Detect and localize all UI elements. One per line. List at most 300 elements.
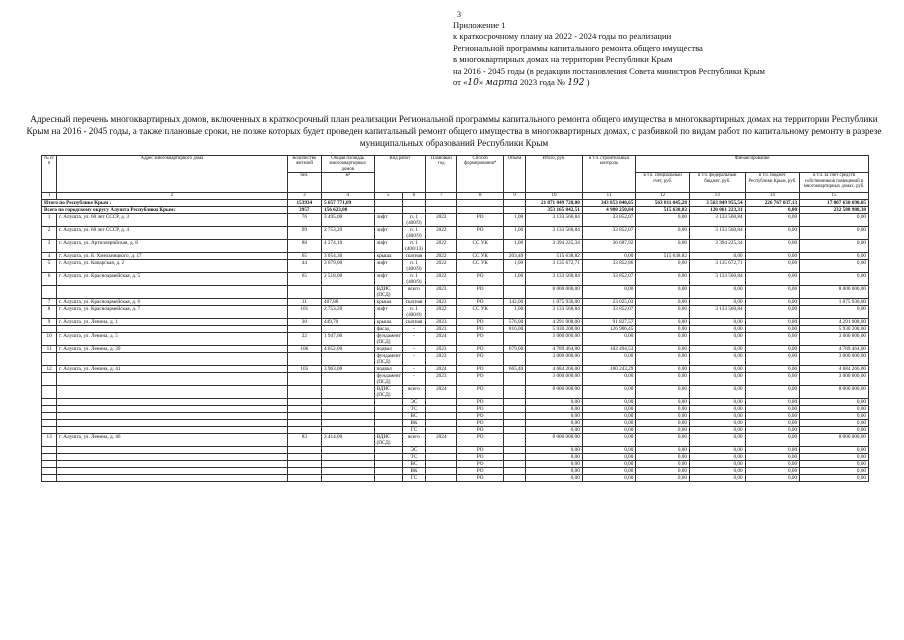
row-control: 0,00 — [582, 406, 636, 413]
row-control: 33 852,07 — [582, 227, 636, 240]
header-area: Общая площадь многоквартирных домов — [322, 156, 375, 173]
total-fin-republic: 226 767 037,13 — [745, 200, 800, 207]
col-number: 15 — [800, 193, 869, 200]
header-method: Способ формирования* — [457, 156, 504, 193]
row-year — [426, 427, 457, 434]
row-work-type — [374, 475, 402, 482]
col-number: 2 — [57, 193, 287, 200]
row-work-subtype: ЭС — [402, 447, 425, 454]
row-fin-republic: 0,00 — [745, 240, 800, 253]
col-number: 5 — [374, 193, 402, 200]
row-method: РО — [457, 420, 504, 427]
row-address — [57, 373, 287, 386]
row-work-type: фундамент (ПСД) — [374, 333, 402, 346]
row-work-type: фасад — [374, 326, 402, 333]
row-year — [426, 461, 457, 468]
row-work-subtype: - — [402, 353, 425, 366]
row-number: 13 — [42, 434, 57, 447]
row-volume: 1,00 — [503, 260, 525, 273]
header-fin-federal: в т.ч. федеральный бюджет, руб. — [689, 173, 745, 193]
row-address: г. Алушта, ул. Ленина, д. 1 — [57, 319, 287, 326]
row-number: 1 — [42, 214, 57, 227]
row-year — [426, 468, 457, 475]
row-area: 2 518,00 — [322, 273, 375, 286]
row-fin-special: 0,00 — [636, 273, 690, 286]
row-total: 1 075 936,00 — [526, 299, 583, 306]
total-republic-row — [42, 200, 869, 207]
row-area — [322, 406, 375, 413]
row-work-subtype: ГС — [402, 427, 425, 434]
total-label: Итого по Республике Крым : — [42, 200, 288, 207]
row-fin-special: 0,00 — [636, 413, 690, 420]
row-area: 407,88 — [322, 299, 375, 306]
row-address — [57, 468, 287, 475]
row-work-subtype: - — [402, 326, 425, 333]
row-total: 3 135 672,71 — [526, 260, 583, 273]
row-fin-federal: 0,00 — [689, 386, 745, 399]
row-total: 3 394 225,34 — [526, 240, 583, 253]
row-area — [322, 373, 375, 386]
row-fin-special: 0,00 — [636, 346, 690, 353]
row-residents — [287, 353, 321, 366]
row-fin-federal: 3 133 560,84 — [689, 306, 745, 319]
row-fin-republic: 0,00 — [745, 333, 800, 346]
row-year: 2024 — [426, 333, 457, 346]
row-fin-republic: 0,00 — [745, 413, 800, 420]
row-number — [42, 468, 57, 475]
row-work-subtype: п. 1 (400/9) — [402, 273, 425, 286]
col-number: 9 — [503, 193, 525, 200]
row-address: г. Алушта, ул. Ленина, д. 5 — [57, 333, 287, 346]
row-year — [426, 475, 457, 482]
document-title: Адресный перечень многоквартирных домов, включенных в краткосрочный план реализации Региональной программы капитального ремонта общего имущества в многоквартирных домах на территории Республики Крым на 2016 - 2045 годы, а также плановые сроки, не позже которых будет проведен капитальный ремонт общего имущества в многоквартирных домах, с разбивкой по видам работ по капитальному ремонту в разрезе муниципальных образований Республики Крым — [26, 114, 882, 148]
row-address — [57, 353, 287, 366]
date-month-handwritten: марта — [485, 78, 518, 89]
row-control: 0,00 — [582, 475, 636, 482]
row-volume — [503, 353, 525, 366]
table-row — [42, 373, 869, 386]
row-fin-federal: 0,00 — [689, 447, 745, 454]
row-work-subtype: ТС — [402, 406, 425, 413]
row-fin-republic: 0,00 — [745, 434, 800, 447]
row-volume: 1,00 — [503, 227, 525, 240]
row-number — [42, 447, 57, 454]
row-address: г. Алушта, ул. Ленина, д. 46 — [57, 434, 287, 447]
row-control: 0,00 — [582, 333, 636, 346]
row-total: 0,00 — [526, 461, 583, 468]
row-fin-special: 0,00 — [636, 475, 690, 482]
row-work-type — [374, 454, 402, 461]
row-fin-owners: 8 000 000,00 — [800, 286, 869, 299]
header-fin-special: в т.ч. специальный счет, руб. — [636, 173, 690, 193]
row-area: 3 963,00 — [322, 366, 375, 373]
row-area — [322, 286, 375, 299]
row-work-type: лифт — [374, 260, 402, 273]
row-work-subtype: скатная — [402, 299, 425, 306]
row-fin-republic: 0,00 — [745, 468, 800, 475]
row-volume: 1,00 — [503, 306, 525, 319]
row-total: 3 133 560,84 — [526, 273, 583, 286]
row-fin-federal: 0,00 — [689, 434, 745, 447]
row-fin-federal: 0,00 — [689, 253, 745, 260]
row-address — [57, 427, 287, 434]
row-fin-federal: 3 133 560,84 — [689, 273, 745, 286]
row-fin-owners: 0,00 — [800, 227, 869, 240]
row-number — [42, 373, 57, 386]
row-control: 0,00 — [582, 427, 636, 434]
row-method: РО — [457, 454, 504, 461]
row-total: 0,00 — [526, 413, 583, 420]
row-number — [42, 399, 57, 406]
row-fin-republic: 0,00 — [745, 319, 800, 326]
row-residents — [287, 413, 321, 420]
decree-number-handwritten: 192 — [567, 78, 585, 89]
row-volume: 1,00 — [503, 240, 525, 253]
table-row — [42, 420, 869, 427]
city-sum: 353 165 842,51 — [526, 207, 583, 214]
row-control: 33 852,07 — [582, 273, 636, 286]
table-row — [42, 333, 869, 346]
table-row — [42, 475, 869, 482]
row-fin-special: 0,00 — [636, 386, 690, 399]
row-volume — [503, 286, 525, 299]
row-fin-owners: 8 000 000,00 — [800, 386, 869, 399]
row-area — [322, 326, 375, 333]
row-address: г. Алушта, ул. Красноармейская, д. 7 — [57, 306, 287, 319]
header-financing: Финансирование — [636, 156, 869, 173]
row-fin-republic: 0,00 — [745, 406, 800, 413]
row-number — [42, 353, 57, 366]
table-row — [42, 346, 869, 353]
row-address — [57, 461, 287, 468]
row-area: 2 753,20 — [322, 306, 375, 319]
header-work: Вид работ — [374, 156, 426, 193]
row-volume — [503, 468, 525, 475]
row-work-subtype: скатная — [402, 319, 425, 326]
row-work-type — [374, 427, 402, 434]
row-work-type: фундамент (ПСД) — [374, 353, 402, 366]
row-method: РО — [457, 273, 504, 286]
row-number: 6 — [42, 273, 57, 286]
row-fin-owners: 0,00 — [800, 399, 869, 406]
row-fin-special: 0,00 — [636, 420, 690, 427]
row-residents: 11 — [287, 299, 321, 306]
total-sum: 21 871 049 728,00 — [526, 200, 583, 207]
row-address — [57, 406, 287, 413]
row-fin-republic: 0,00 — [745, 227, 800, 240]
city-fin-federal: 120 061 223,31 — [689, 207, 745, 214]
row-year: 2024 — [426, 434, 457, 447]
row-fin-special: 0,00 — [636, 260, 690, 273]
row-fin-republic: 0,00 — [745, 353, 800, 366]
row-fin-special: 0,00 — [636, 353, 690, 366]
row-number — [42, 461, 57, 468]
row-total: 3 000 000,00 — [526, 373, 583, 386]
table-row — [42, 434, 869, 447]
row-fin-republic: 0,00 — [745, 326, 800, 333]
row-work-subtype: ЭС — [402, 399, 425, 406]
appendix-line: на 2016 - 2045 годы (в редакции постановления Совета министров Республики Крым — [453, 65, 765, 76]
row-work-type — [374, 461, 402, 468]
row-number — [42, 386, 57, 399]
row-residents — [287, 475, 321, 482]
row-fin-special: 0,00 — [636, 214, 690, 227]
row-area — [322, 399, 375, 406]
row-method: РО — [457, 468, 504, 475]
row-residents: 65 — [287, 253, 321, 260]
row-total: 5 930 208,00 — [526, 326, 583, 333]
header-count: Количество жителей — [287, 156, 321, 173]
row-fin-special: 0,00 — [636, 434, 690, 447]
row-fin-owners: 8 000 000,00 — [800, 434, 869, 447]
row-work-type — [374, 399, 402, 406]
row-fin-special: 0,00 — [636, 299, 690, 306]
row-fin-special: 0,00 — [636, 333, 690, 346]
row-work-type: лифт — [374, 214, 402, 227]
row-fin-republic: 0,00 — [745, 475, 800, 482]
row-method: РО — [457, 413, 504, 420]
row-residents: 101 — [287, 306, 321, 319]
row-total: 4 789 464,00 — [526, 346, 583, 353]
row-fin-federal: 0,00 — [689, 373, 745, 386]
appendix-line: Приложение 1 — [453, 20, 506, 30]
row-residents — [287, 406, 321, 413]
header-total: Итого, руб. — [526, 156, 583, 193]
table-row — [42, 319, 869, 326]
date-suffix: ) — [584, 77, 590, 88]
appendix-line: к краткосрочному плану на 2022 - 2024 годы по реализации — [453, 31, 672, 42]
row-control: 0,00 — [582, 413, 636, 420]
row-area — [322, 461, 375, 468]
row-work-type — [374, 468, 402, 475]
row-address: г. Алушта, ул. Артиллерийская, д. 8 — [57, 240, 287, 253]
header-volume: Объем — [503, 156, 525, 193]
row-volume: 679,00 — [503, 346, 525, 353]
header-row — [42, 156, 869, 173]
row-method: РО — [457, 353, 504, 366]
row-fin-republic: 0,00 — [745, 273, 800, 286]
row-control: 0,00 — [582, 353, 636, 366]
row-fin-owners: 0,00 — [800, 420, 869, 427]
row-method: РО — [457, 333, 504, 346]
header-num: № п/п — [42, 156, 57, 193]
row-control: 36 687,92 — [582, 240, 636, 253]
row-residents: 99 — [287, 227, 321, 240]
row-method: РО — [457, 326, 504, 333]
row-number — [42, 420, 57, 427]
row-area: 2 753,20 — [322, 227, 375, 240]
row-method: РО — [457, 227, 504, 240]
date-year: 2023 года № — [517, 77, 568, 88]
row-volume: 1,00 — [503, 214, 525, 227]
col-number: 10 — [526, 193, 583, 200]
row-year: 2023 — [426, 373, 457, 386]
table-row — [42, 399, 869, 406]
row-fin-republic: 0,00 — [745, 447, 800, 454]
row-method: РО — [457, 427, 504, 434]
col-number: 4 — [322, 193, 375, 200]
row-method: РО — [457, 299, 504, 306]
row-work-type — [374, 420, 402, 427]
row-number: 7 — [42, 299, 57, 306]
row-fin-republic: 0,00 — [745, 420, 800, 427]
table-row — [42, 227, 869, 240]
row-area: 1 947,00 — [322, 333, 375, 346]
total-fin-special: 563 811 045,28 — [636, 200, 690, 207]
row-fin-federal: 0,00 — [689, 468, 745, 475]
row-total: 515 638,82 — [526, 253, 583, 260]
row-residents — [287, 447, 321, 454]
row-method: СС УК — [457, 253, 504, 260]
row-area: 3 495,00 — [322, 214, 375, 227]
row-address: г. Алушта, ул. Б. Хмельницкого, д. 17 — [57, 253, 287, 260]
row-residents: 106 — [287, 346, 321, 353]
row-volume — [503, 420, 525, 427]
row-number: 8 — [42, 306, 57, 319]
row-fin-owners: 0,00 — [800, 406, 869, 413]
header-fin-republic: в т.ч. бюджет Республики Крым, руб. — [745, 173, 800, 193]
row-total: 8 000 000,00 — [526, 386, 583, 399]
row-work-type: лифт — [374, 273, 402, 286]
row-number — [42, 286, 57, 299]
date-mid: » — [478, 77, 486, 88]
row-residents — [287, 468, 321, 475]
row-work-type: лифт — [374, 306, 402, 319]
row-total: 8 000 000,00 — [526, 286, 583, 299]
row-year: 2024 — [426, 366, 457, 373]
row-method: РО — [457, 461, 504, 468]
row-fin-owners: 5 930 208,00 — [800, 326, 869, 333]
total-count: 153934 — [287, 200, 321, 207]
row-volume: 816,00 — [503, 326, 525, 333]
row-total: 3 000 000,00 — [526, 333, 583, 346]
row-total: 0,00 — [526, 475, 583, 482]
row-fin-republic: 0,00 — [745, 346, 800, 353]
row-volume — [503, 406, 525, 413]
row-fin-republic: 0,00 — [745, 306, 800, 319]
row-area: 449,70 — [322, 319, 375, 326]
row-area: 4 274,10 — [322, 240, 375, 253]
row-control: 23 025,03 — [582, 299, 636, 306]
row-fin-owners: 1 075 936,00 — [800, 299, 869, 306]
row-address — [57, 399, 287, 406]
row-number: 9 — [42, 319, 57, 326]
appendix-line: в многоквартирных домах на территории Республики Крым — [453, 54, 673, 65]
row-fin-federal: 0,00 — [689, 286, 745, 299]
row-work-type — [374, 413, 402, 420]
row-fin-federal: 0,00 — [689, 420, 745, 427]
row-work-type: ВДИС (ПСД) — [374, 434, 402, 447]
row-fin-republic: 0,00 — [745, 366, 800, 373]
row-control: 0,00 — [582, 461, 636, 468]
row-method: РО — [457, 406, 504, 413]
row-volume: 1,00 — [503, 273, 525, 286]
row-number: 4 — [42, 253, 57, 260]
table-row — [42, 286, 869, 299]
row-number: 3 — [42, 240, 57, 253]
row-year: 2022 — [426, 306, 457, 319]
row-year — [426, 399, 457, 406]
total-area: 5 657 771,09 — [322, 200, 375, 207]
row-residents: 76 — [287, 214, 321, 227]
row-work-subtype: всего — [402, 286, 425, 299]
table-row — [42, 260, 869, 273]
row-work-subtype: п. 1 (400/9) — [402, 214, 425, 227]
row-work-type: лифт — [374, 227, 402, 240]
row-residents — [287, 326, 321, 333]
appendix-date-line — [453, 77, 883, 89]
row-fin-federal: 3 133 560,84 — [689, 214, 745, 227]
row-number — [42, 406, 57, 413]
row-work-type: ВДИС (ПСД) — [374, 286, 402, 299]
row-fin-special: 515 638,82 — [636, 253, 690, 260]
row-volume: 665,40 — [503, 366, 525, 373]
row-year: 2023 — [426, 299, 457, 306]
row-control: 33 852,07 — [582, 214, 636, 227]
row-number — [42, 475, 57, 482]
row-total: 4 291 008,00 — [526, 319, 583, 326]
row-total: 8 000 000,00 — [526, 434, 583, 447]
row-number — [42, 326, 57, 333]
header-address: Адрес многоквартирного дома — [57, 156, 287, 193]
city-control: 4 980 250,84 — [582, 207, 636, 214]
row-total: 0,00 — [526, 468, 583, 475]
row-fin-special: 0,00 — [636, 468, 690, 475]
row-fin-republic: 0,00 — [745, 299, 800, 306]
row-work-type: крыша — [374, 253, 402, 260]
row-year: 2023 — [426, 353, 457, 366]
table-row — [42, 413, 869, 420]
col-number: 7 — [426, 193, 457, 200]
table-row — [42, 386, 869, 399]
row-work-subtype: всего — [402, 434, 425, 447]
row-year: 2022 — [426, 273, 457, 286]
row-total: 0,00 — [526, 420, 583, 427]
row-volume — [503, 434, 525, 447]
table-row — [42, 240, 869, 253]
row-fin-republic: 0,00 — [745, 214, 800, 227]
row-fin-special: 0,00 — [636, 319, 690, 326]
row-fin-special: 0,00 — [636, 461, 690, 468]
row-method: РО — [457, 447, 504, 454]
row-method: РО — [457, 373, 504, 386]
row-year: 2022 — [426, 260, 457, 273]
row-fin-republic: 0,00 — [745, 253, 800, 260]
row-area — [322, 353, 375, 366]
row-total: 3 000 000,00 — [526, 353, 583, 366]
row-address: г. Алушта, ул. Ленина, д. 41 — [57, 366, 287, 373]
row-volume — [503, 454, 525, 461]
row-fin-special: 0,00 — [636, 373, 690, 386]
row-area: 4 052,00 — [322, 346, 375, 353]
row-fin-owners: 0,00 — [800, 306, 869, 319]
table-row — [42, 299, 869, 306]
row-address: г. Алушта, ул. 60 лет СССР, д. 3 — [57, 214, 287, 227]
row-fin-republic: 0,00 — [745, 286, 800, 299]
row-area — [322, 427, 375, 434]
row-area — [322, 386, 375, 399]
date-day-handwritten: 10 — [467, 78, 479, 89]
row-fin-federal: 0,00 — [689, 406, 745, 413]
row-number: 11 — [42, 346, 57, 353]
table-row — [42, 468, 869, 475]
row-method: СС УК — [457, 306, 504, 319]
row-method: СС УК — [457, 260, 504, 273]
table-row — [42, 366, 869, 373]
table-row — [42, 306, 869, 319]
row-total: 0,00 — [526, 399, 583, 406]
row-fin-federal: 0,00 — [689, 326, 745, 333]
